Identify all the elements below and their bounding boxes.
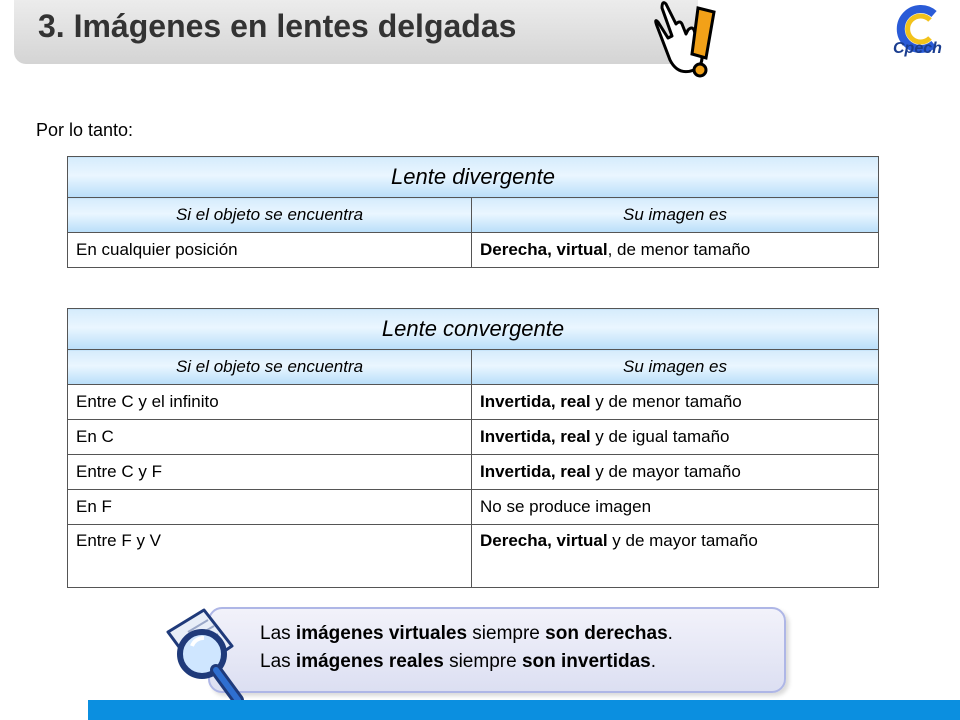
note-line-virtual — [260, 623, 673, 645]
column-header: Si el objeto se encuentra — [68, 350, 472, 385]
cpech-logo-icon — [890, 4, 954, 68]
image-cell — [472, 233, 879, 268]
image-bold-text: Invertida, real — [480, 462, 591, 481]
note-bold-text: son derechas — [545, 623, 668, 644]
image-text: No se produce imagen — [480, 497, 652, 516]
image-text: y de menor tamaño — [590, 392, 742, 411]
image-cell — [472, 490, 879, 525]
note-text: siempre — [443, 651, 522, 672]
position-cell: En cualquier posición — [68, 233, 472, 268]
position-cell: Entre C y el infinito — [68, 385, 472, 420]
image-cell — [472, 525, 879, 588]
note-bold-text: son invertidas — [521, 651, 651, 672]
note-text: Las — [260, 623, 296, 644]
image-text: y de igual tamaño — [590, 427, 730, 446]
position-cell: En C — [68, 420, 472, 455]
position-cell: Entre C y F — [68, 455, 472, 490]
note-bold-text: imágenes virtuales — [295, 623, 468, 644]
logo-text: Cpech — [893, 40, 942, 57]
table-title: Lente divergente — [68, 157, 879, 198]
summary-note — [208, 607, 786, 693]
note-text: . — [650, 651, 657, 672]
column-header: Si el objeto se encuentra — [68, 198, 472, 233]
image-bold-text: Derecha, virtual — [480, 240, 608, 259]
position-cell: En F — [68, 490, 472, 525]
hand-exclamation-icon — [648, 0, 720, 82]
image-cell — [472, 420, 879, 455]
image-text: y de mayor tamaño — [590, 462, 741, 481]
note-bold-text: imágenes reales — [295, 651, 444, 672]
note-text: siempre — [467, 623, 546, 644]
table-row — [68, 525, 879, 588]
table-row — [68, 385, 879, 420]
image-text: , de menor tamaño — [607, 240, 751, 259]
note-text: Las — [260, 651, 296, 672]
magnifier-document-icon — [158, 602, 258, 708]
convergent-lens-table — [67, 308, 879, 588]
image-bold-text: Invertida, real — [480, 392, 591, 411]
position-cell: Entre F y V — [68, 525, 472, 588]
table-row — [68, 233, 879, 268]
table-row — [68, 455, 879, 490]
column-header: Su imagen es — [472, 198, 879, 233]
image-cell — [472, 455, 879, 490]
divergent-lens-table — [67, 156, 879, 268]
note-line-real — [260, 651, 656, 673]
table-row — [68, 490, 879, 525]
footer-accent-bar — [88, 700, 960, 720]
note-text: . — [667, 623, 673, 644]
image-bold-text: Derecha, virtual — [480, 531, 608, 550]
table-row — [68, 420, 879, 455]
table-title: Lente convergente — [68, 309, 879, 350]
image-cell — [472, 385, 879, 420]
image-bold-text: Invertida, real — [480, 427, 591, 446]
image-text: y de mayor tamaño — [607, 531, 758, 550]
intro-text: Por lo tanto: — [36, 120, 134, 140]
column-header: Su imagen es — [472, 350, 879, 385]
page-title: 3. Imágenes en lentes delgadas — [38, 8, 517, 44]
